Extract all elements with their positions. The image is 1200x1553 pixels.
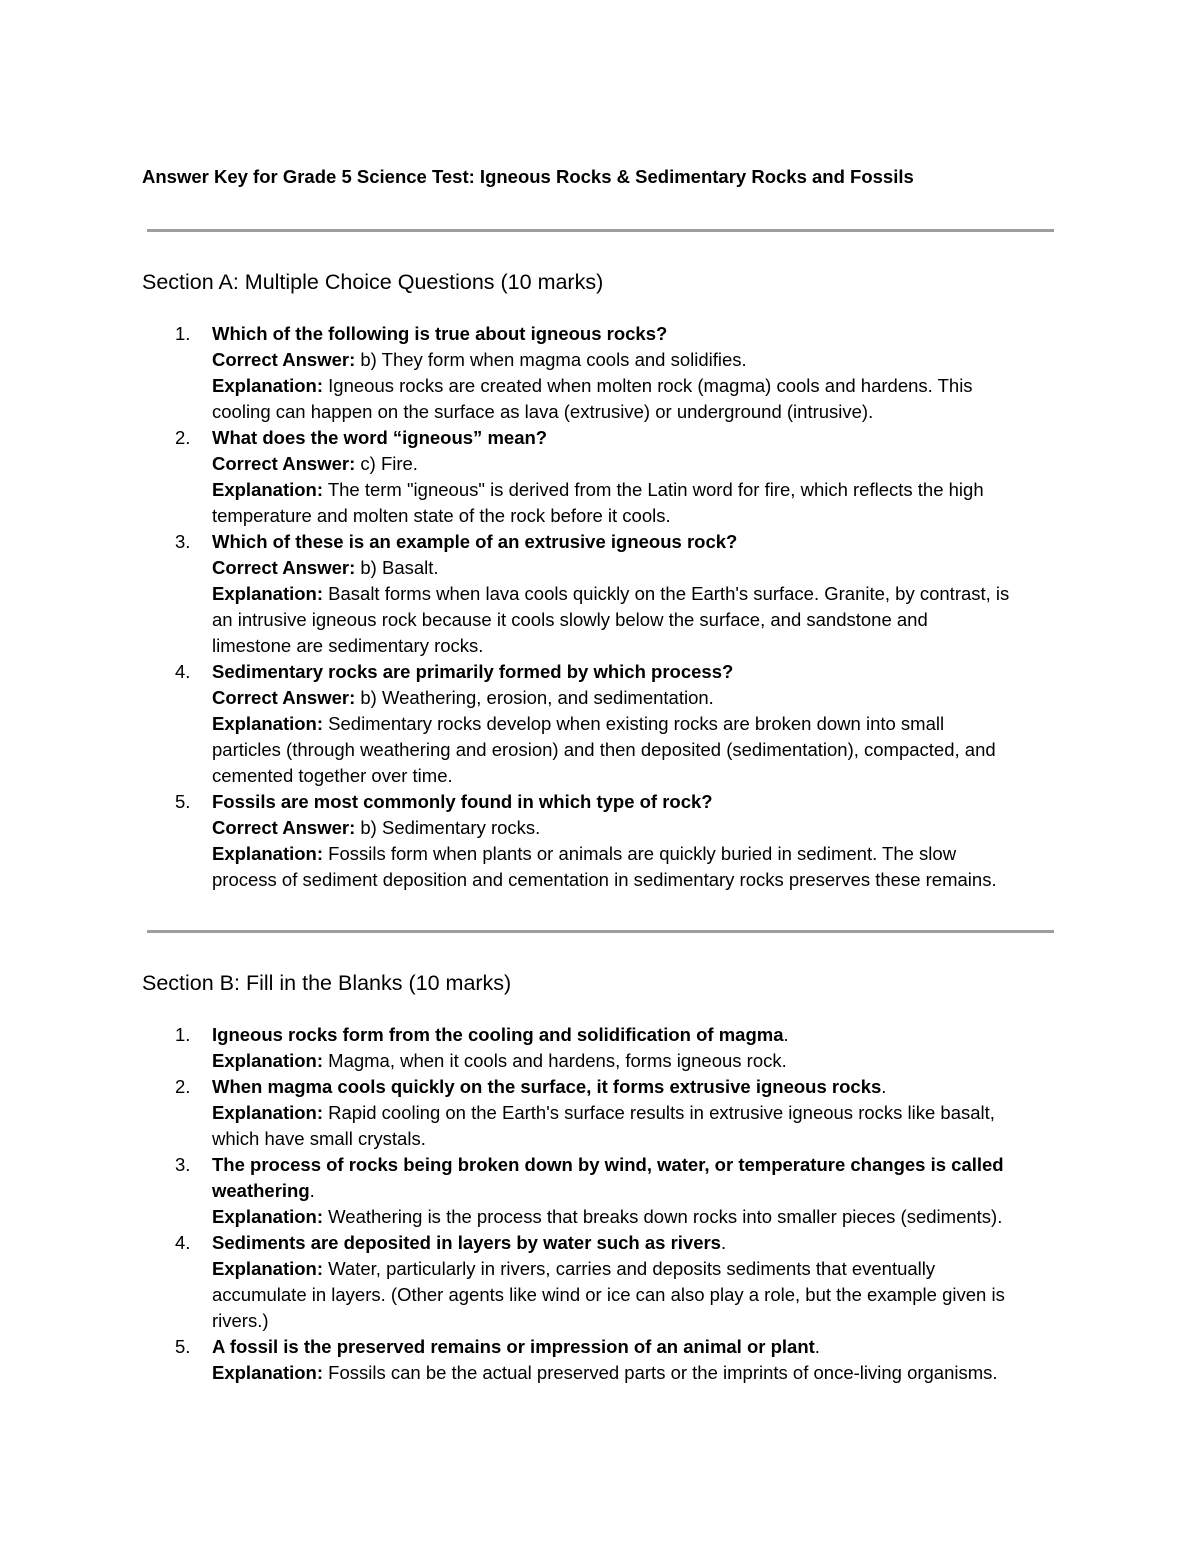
correct-answer-text: b) Weathering, erosion, and sedimentation. (360, 687, 714, 708)
explanation-text: Magma, when it cools and hardens, forms igneous rock. (328, 1050, 787, 1071)
explanation-text: The term "igneous" is derived from the Latin word for fire, which reflects the high (327, 479, 984, 500)
statement-line (212, 1022, 1060, 1048)
document-title: Answer Key for Grade 5 Science Test: Igneous Rocks & Sedimentary Rocks and Fossils (142, 166, 914, 187)
explanation-text: Water, particularly in rivers, carries and deposits sediments that eventually (328, 1258, 936, 1279)
explanation-text: rivers.) (212, 1310, 269, 1331)
question-number: 5. (175, 1336, 191, 1357)
horizontal-rule (147, 930, 1054, 933)
explanation-label: Explanation: (212, 479, 324, 500)
explanation-label: Explanation: (212, 1362, 324, 1383)
explanation-line (212, 711, 1060, 737)
explanation-label: Explanation: (212, 1258, 324, 1279)
question-item (0, 425, 1060, 529)
correct-answer-text: b) Basalt. (360, 557, 439, 578)
explanation-label: Explanation: (212, 1206, 324, 1227)
explanation-label: Explanation: (212, 1102, 324, 1123)
explanation-text: particles (through weathering and erosion) and then deposited (sedimentation), compacted, and (212, 739, 996, 760)
explanation-label: Explanation: (212, 1050, 324, 1071)
statement-text: A fossil is the preserved remains or impression of an animal or plant (212, 1336, 815, 1357)
question-number: 4. (175, 1232, 191, 1253)
explanation-line (212, 1204, 1060, 1230)
explanation-text: Fossils form when plants or animals are quickly buried in sediment. The slow (328, 843, 957, 864)
explanation-label: Explanation: (212, 843, 324, 864)
explanation-text: cemented together over time. (212, 765, 453, 786)
question-number: 2. (175, 1076, 191, 1097)
explanation-label: Explanation: (212, 375, 324, 396)
fill-in-item (0, 1334, 1060, 1386)
explanation-line (212, 1256, 1060, 1282)
explanation-text: cooling can happen on the surface as lava (extrusive) or underground (intrusive). (212, 401, 874, 422)
explanation-text: temperature and molten state of the rock before it cools. (212, 505, 671, 526)
question-number: 5. (175, 791, 191, 812)
statement-period: . (783, 1024, 789, 1045)
question-item (0, 529, 1060, 659)
fill-in-item (0, 1230, 1060, 1334)
correct-answer-label: Correct Answer: (212, 817, 356, 838)
explanation-line (212, 581, 1060, 607)
question-number: 1. (175, 1024, 191, 1045)
statement-line (212, 1230, 1060, 1256)
explanation-text: process of sediment deposition and cementation in sedimentary rocks preserves these remains. (212, 869, 997, 890)
fill-in-item (0, 1152, 1060, 1230)
explanation-text: limestone are sedimentary rocks. (212, 635, 484, 656)
correct-answer-text: c) Fire. (360, 453, 418, 474)
question-text: Which of these is an example of an extrusive igneous rock? (212, 531, 738, 552)
section-b-heading: Section B: Fill in the Blanks (10 marks) (142, 971, 512, 995)
explanation-line (212, 1100, 1060, 1126)
horizontal-rule (147, 229, 1054, 232)
statement-period: . (814, 1336, 820, 1357)
correct-answer-label: Correct Answer: (212, 687, 356, 708)
explanation-line (212, 1360, 1060, 1386)
correct-answer-text: b) Sedimentary rocks. (360, 817, 541, 838)
section-a-question-list (0, 321, 1200, 893)
correct-answer-text: b) They form when magma cools and solidifies. (360, 349, 747, 370)
question-text: What does the word “igneous” mean? (212, 427, 548, 448)
explanation-line (212, 841, 1060, 867)
question-number: 3. (175, 531, 191, 552)
explanation-text: Rapid cooling on the Earth's surface results in extrusive igneous rocks like basalt, (328, 1102, 995, 1123)
statement-period: . (309, 1180, 315, 1201)
correct-answer-label: Correct Answer: (212, 557, 356, 578)
correct-answer-line (212, 451, 1060, 477)
question-number: 2. (175, 427, 191, 448)
correct-answer-label: Correct Answer: (212, 349, 356, 370)
statement-text: The process of rocks being broken down by wind, water, or temperature changes is called (212, 1154, 1004, 1175)
explanation-line (212, 477, 1060, 503)
question-text: Fossils are most commonly found in which type of rock? (212, 791, 713, 812)
explanation-text: accumulate in layers. (Other agents like wind or ice can also play a role, but the example given is (212, 1284, 1005, 1305)
explanation-text: Sedimentary rocks develop when existing rocks are broken down into small (328, 713, 945, 734)
statement-line (212, 1074, 1060, 1100)
correct-answer-line (212, 347, 1060, 373)
correct-answer-line (212, 685, 1060, 711)
fill-in-item (0, 1022, 1060, 1074)
explanation-line (212, 1048, 1060, 1074)
explanation-text: Fossils can be the actual preserved parts or the imprints of once-living organisms. (328, 1362, 998, 1383)
statement-period: . (720, 1232, 727, 1253)
statement-period: . (881, 1076, 887, 1097)
question-item (0, 321, 1060, 425)
statement-text: When magma cools quickly on the surface, it forms extrusive igneous rocks (212, 1076, 882, 1097)
question-text: Sedimentary rocks are primarily formed by which process? (212, 661, 734, 682)
question-item (0, 789, 1060, 893)
explanation-text: an intrusive igneous rock because it cools slowly below the surface, and sandstone and (212, 609, 928, 630)
fill-in-item (0, 1074, 1060, 1152)
explanation-text: Basalt forms when lava cools quickly on the Earth's surface. Granite, by contrast, is (328, 583, 1010, 604)
explanation-line (212, 373, 1060, 399)
correct-answer-line (212, 555, 1060, 581)
question-number: 1. (175, 323, 191, 344)
explanation-text: Igneous rocks are created when molten rock (magma) cools and hardens. This (328, 375, 973, 396)
explanation-text: Weathering is the process that breaks down rocks into smaller pieces (sediments). (328, 1206, 1003, 1227)
statement-text: Sediments are deposited in layers by water such as rivers (212, 1232, 721, 1253)
statement-text: weathering (212, 1180, 310, 1201)
question-item (0, 659, 1060, 789)
section-a-heading: Section A: Multiple Choice Questions (10 marks) (142, 270, 604, 294)
correct-answer-label: Correct Answer: (212, 453, 356, 474)
section-b-question-list (0, 1022, 1200, 1386)
question-text: Which of the following is true about igneous rocks? (212, 323, 668, 344)
statement-text: Igneous rocks form from the cooling and solidification of magma (212, 1024, 784, 1045)
correct-answer-line (212, 815, 1060, 841)
statement-line (212, 1334, 1060, 1360)
question-number: 3. (175, 1154, 191, 1175)
statement-line (212, 1178, 1060, 1204)
explanation-label: Explanation: (212, 583, 324, 604)
explanation-text: which have small crystals. (212, 1128, 426, 1149)
explanation-label: Explanation: (212, 713, 324, 734)
question-number: 4. (175, 661, 191, 682)
